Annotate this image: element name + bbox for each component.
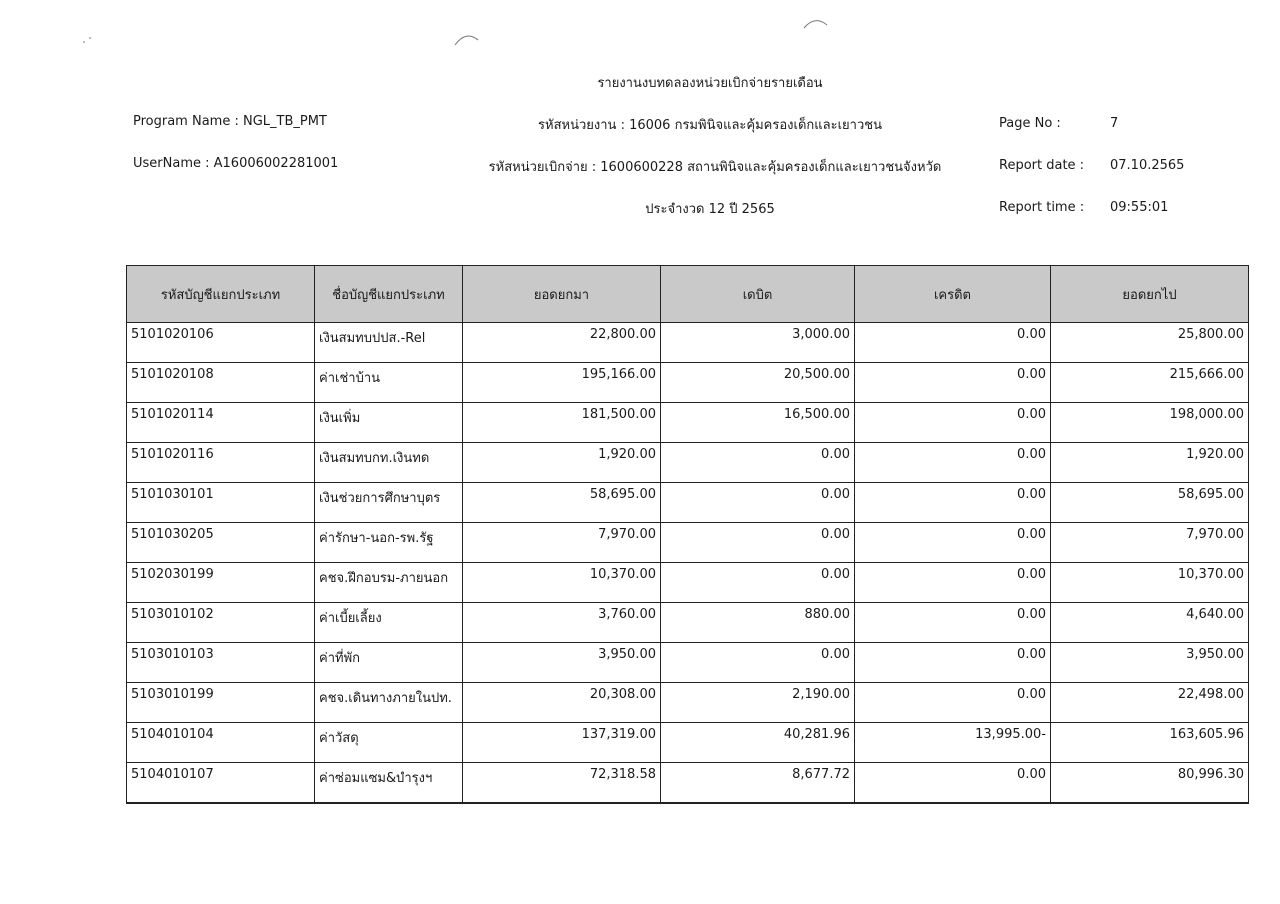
- debit-cell: 880.00: [661, 603, 855, 643]
- report-period: ประจำงวด 12 ปี 2565: [645, 202, 775, 217]
- closing-balance-cell: 10,370.00: [1051, 563, 1249, 603]
- table-row: [127, 483, 1249, 523]
- account-name-cell: เงินเพิ่ม: [315, 403, 463, 443]
- trial-balance-table: [126, 265, 1249, 804]
- account-code-cell: 5103010102: [127, 603, 315, 643]
- col-header-closing-balance: ยอดยกไป: [1051, 266, 1249, 323]
- credit-cell: 0.00: [855, 443, 1051, 483]
- credit-cell: 0.00: [855, 683, 1051, 723]
- debit-cell: 0.00: [661, 563, 855, 603]
- account-name-cell: ค่าที่พัก: [315, 643, 463, 683]
- account-name-cell: คชจ.เดินทางภายในปท.: [315, 683, 463, 723]
- report-date-label: Report date :: [999, 158, 1085, 173]
- report-date-value: 07.10.2565: [1110, 158, 1185, 173]
- table-row: [127, 763, 1249, 803]
- closing-balance-cell: 3,950.00: [1051, 643, 1249, 683]
- disbursing-unit: รหัสหน่วยเบิกจ่าย : 1600600228 สถานพินิจและคุ้มครองเด็กและเยาวชนจังหวัด: [488, 160, 942, 175]
- opening-balance-cell: 195,166.00: [463, 363, 661, 403]
- table-row: [127, 683, 1249, 723]
- opening-balance-cell: 181,500.00: [463, 403, 661, 443]
- opening-balance-cell: 22,800.00: [463, 323, 661, 363]
- account-code-cell: 5104010107: [127, 763, 315, 803]
- account-name-cell: เงินช่วยการศึกษาบุตร: [315, 483, 463, 523]
- credit-cell: 0.00: [855, 643, 1051, 683]
- debit-cell: 16,500.00: [661, 403, 855, 443]
- closing-balance-cell: 22,498.00: [1051, 683, 1249, 723]
- debit-cell: 0.00: [661, 443, 855, 483]
- table-row: [127, 323, 1249, 363]
- debit-cell: 3,000.00: [661, 323, 855, 363]
- debit-cell: 0.00: [661, 523, 855, 563]
- closing-balance-cell: 163,605.96: [1051, 723, 1249, 763]
- credit-cell: 0.00: [855, 763, 1051, 803]
- debit-cell: 2,190.00: [661, 683, 855, 723]
- table-row: [127, 563, 1249, 603]
- account-code-cell: 5101030205: [127, 523, 315, 563]
- account-code-cell: 5101030101: [127, 483, 315, 523]
- closing-balance-cell: 25,800.00: [1051, 323, 1249, 363]
- opening-balance-cell: 72,318.58: [463, 763, 661, 803]
- credit-cell: 0.00: [855, 523, 1051, 563]
- punch-hole-mark-left: [455, 36, 478, 45]
- opening-balance-cell: 20,308.00: [463, 683, 661, 723]
- account-name-cell: ค่าซ่อมแซม&บำรุงฯ: [315, 763, 463, 803]
- table-row: [127, 363, 1249, 403]
- credit-cell: 0.00: [855, 603, 1051, 643]
- opening-balance-cell: 7,970.00: [463, 523, 661, 563]
- table-row: [127, 523, 1249, 563]
- closing-balance-cell: 58,695.00: [1051, 483, 1249, 523]
- account-code-cell: 5101020108: [127, 363, 315, 403]
- credit-cell: 0.00: [855, 323, 1051, 363]
- account-code-cell: 5101020106: [127, 323, 315, 363]
- credit-cell: 0.00: [855, 403, 1051, 443]
- col-header-account-name: ชื่อบัญชีแยกประเภท: [315, 266, 463, 323]
- closing-balance-cell: 7,970.00: [1051, 523, 1249, 563]
- table-row: [127, 603, 1249, 643]
- table-row: [127, 403, 1249, 443]
- account-name-cell: ค่าวัสดุ: [315, 723, 463, 763]
- user-name: UserName : A16006002281001: [133, 156, 339, 171]
- closing-balance-cell: 80,996.30: [1051, 763, 1249, 803]
- page-value: 7: [1110, 116, 1119, 131]
- opening-balance-cell: 1,920.00: [463, 443, 661, 483]
- opening-balance-cell: 137,319.00: [463, 723, 661, 763]
- punch-hole-mark-right: [804, 21, 827, 28]
- credit-cell: 0.00: [855, 483, 1051, 523]
- debit-cell: 40,281.96: [661, 723, 855, 763]
- col-header-credit: เครดิต: [855, 266, 1051, 323]
- page-label: Page No :: [999, 116, 1061, 131]
- credit-cell: 13,995.00-: [855, 723, 1051, 763]
- table-row: [127, 643, 1249, 683]
- account-code-cell: 5104010104: [127, 723, 315, 763]
- account-name-cell: ค่าเช่าบ้าน: [315, 363, 463, 403]
- scan-speck: [89, 37, 91, 39]
- closing-balance-cell: 1,920.00: [1051, 443, 1249, 483]
- debit-cell: 20,500.00: [661, 363, 855, 403]
- agency-code: รหัสหน่วยงาน : 16006 กรมพินิจและคุ้มครองเด็กและเยาวชน: [538, 118, 882, 133]
- account-code-cell: 5102030199: [127, 563, 315, 603]
- debit-cell: 8,677.72: [661, 763, 855, 803]
- report-title: รายงานงบทดลองหน่วยเบิกจ่ายรายเดือน: [597, 76, 823, 91]
- account-name-cell: คชจ.ฝึกอบรม-ภายนอก: [315, 563, 463, 603]
- account-name-cell: ค่าเบี้ยเลี้ยง: [315, 603, 463, 643]
- account-name-cell: เงินสมทบกท.เงินทด: [315, 443, 463, 483]
- opening-balance-cell: 58,695.00: [463, 483, 661, 523]
- account-code-cell: 5103010199: [127, 683, 315, 723]
- report-time-value: 09:55:01: [1110, 200, 1169, 215]
- account-code-cell: 5103010103: [127, 643, 315, 683]
- opening-balance-cell: 10,370.00: [463, 563, 661, 603]
- account-name-cell: ค่ารักษา-นอก-รพ.รัฐ: [315, 523, 463, 563]
- col-header-account-code: รหัสบัญชีแยกประเภท: [127, 266, 315, 323]
- account-code-cell: 5101020116: [127, 443, 315, 483]
- table-row: [127, 443, 1249, 483]
- scan-speck: [83, 41, 85, 43]
- credit-cell: 0.00: [855, 363, 1051, 403]
- credit-cell: 0.00: [855, 563, 1051, 603]
- opening-balance-cell: 3,950.00: [463, 643, 661, 683]
- table-header-row: [127, 266, 1249, 323]
- col-header-debit: เดบิต: [661, 266, 855, 323]
- report-time-label: Report time :: [999, 200, 1085, 215]
- account-code-cell: 5101020114: [127, 403, 315, 443]
- account-name-cell: เงินสมทบปปส.-Rel: [315, 323, 463, 363]
- closing-balance-cell: 198,000.00: [1051, 403, 1249, 443]
- opening-balance-cell: 3,760.00: [463, 603, 661, 643]
- table-row: [127, 723, 1249, 763]
- debit-cell: 0.00: [661, 483, 855, 523]
- col-header-opening-balance: ยอดยกมา: [463, 266, 661, 323]
- closing-balance-cell: 215,666.00: [1051, 363, 1249, 403]
- closing-balance-cell: 4,640.00: [1051, 603, 1249, 643]
- debit-cell: 0.00: [661, 643, 855, 683]
- program-name: Program Name : NGL_TB_PMT: [133, 114, 327, 129]
